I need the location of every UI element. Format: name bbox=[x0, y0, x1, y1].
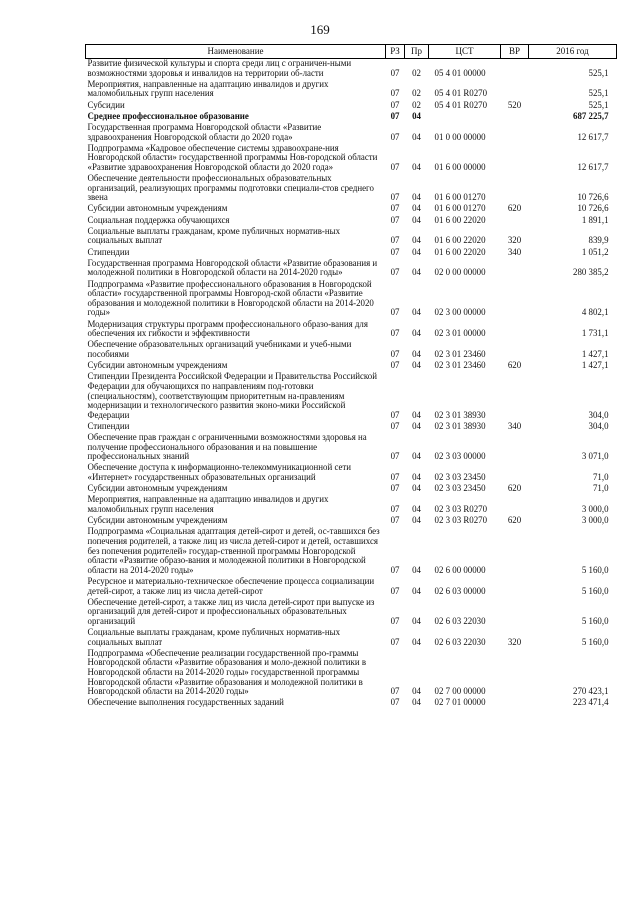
row-rz: 07 bbox=[390, 697, 400, 708]
row-amount: 1 427,1 bbox=[581, 360, 609, 371]
row-amount: 1 427,1 bbox=[581, 348, 609, 359]
row-amount: 3 071,0 bbox=[581, 451, 609, 462]
row-rz: 07 bbox=[390, 214, 400, 225]
row-pr: 04 bbox=[412, 504, 421, 514]
row-cst: 02 3 03 00000 bbox=[434, 451, 486, 462]
row-pr: 04 bbox=[412, 246, 421, 257]
row-name: Субсидии bbox=[87, 99, 125, 110]
table-row bbox=[86, 628, 617, 649]
row-rz: 07 bbox=[390, 585, 400, 596]
row-name: Ресурсное и материально-техническое обеспечение процесса социализации детей-сирот, а также лиц из числа детей-сирот bbox=[87, 575, 375, 596]
row-cst: 01 6 00 00000 bbox=[434, 161, 486, 172]
header-cst: ЦСТ bbox=[429, 45, 501, 59]
row-amount: 10 726,6 bbox=[577, 203, 609, 214]
row-amount: 3 000,0 bbox=[581, 504, 609, 514]
row-amount: 223 471,4 bbox=[573, 697, 609, 708]
row-amount: 687 225,7 bbox=[573, 110, 609, 121]
row-pr: 02 bbox=[412, 99, 421, 110]
row-pr: 04 bbox=[412, 585, 421, 596]
row-vr: 520 bbox=[507, 99, 522, 110]
row-name: Субсидии автономным учреждениям bbox=[87, 483, 228, 494]
row-cst: 01 0 00 00000 bbox=[434, 131, 486, 142]
row-cst: 02 6 00 00000 bbox=[434, 564, 486, 575]
row-name: Социальные выплаты гражданам, кроме публичных норматив-ных социальных выплат bbox=[87, 225, 341, 246]
table-row bbox=[86, 259, 617, 280]
row-pr: 04 bbox=[412, 615, 421, 626]
table-row bbox=[86, 649, 617, 699]
row-name: Обеспечение выполнения государственных заданий bbox=[87, 697, 284, 708]
row-name: Стипендии bbox=[87, 420, 130, 431]
table-row bbox=[86, 577, 617, 598]
row-cst: 01 6 00 01270 bbox=[434, 192, 486, 203]
row-cst: 02 7 01 00000 bbox=[434, 697, 486, 708]
row-pr: 04 bbox=[412, 360, 421, 371]
row-name: Подпрограмма «Социальная адаптация детей-сирот и детей, ос-тавшихся без попечения родителей, а также лиц из числа детей-сирот и детей, оставшихся без попечения родителей» государ-ственной программы Новгородской области «Развитие образо-вания и молодежной политики в Новгородской области на 2014-2020 годы» bbox=[87, 526, 380, 575]
row-rz: 07 bbox=[390, 420, 400, 431]
row-vr bbox=[501, 174, 529, 204]
row-amount: 5 160,0 bbox=[581, 585, 609, 596]
row-cst: 02 3 03 23450 bbox=[434, 472, 486, 483]
row-amount: 71,0 bbox=[592, 483, 609, 494]
row-name: Подпрограмма «Обеспечение реализации государственной про-граммы Новгородской области «Развитие образования и моло-дежной политики в Новгородской области на 2014-2020 годы» государственной программы Новгородской области «Развитие образования и молодежной политики в Новгородской области на 2014-2020 годы» bbox=[87, 647, 367, 697]
row-amount: 304,0 bbox=[588, 409, 609, 420]
table-row bbox=[86, 204, 617, 215]
row-cst: 02 3 03 23450 bbox=[434, 483, 486, 494]
row-cst: 02 3 00 00000 bbox=[434, 307, 486, 318]
row-rz: 07 bbox=[390, 409, 400, 420]
row-rz: 07 bbox=[390, 235, 400, 246]
row-name: Мероприятия, направленные на адаптацию инвалидов и других маломобильных групп населения bbox=[87, 78, 329, 99]
row-amount: 5 160,0 bbox=[581, 636, 609, 647]
row-vr bbox=[501, 649, 529, 699]
row-pr: 04 bbox=[412, 515, 421, 526]
row-vr bbox=[501, 495, 529, 516]
row-rz: 07 bbox=[390, 307, 400, 318]
header-rz: РЗ bbox=[386, 45, 405, 59]
table-row bbox=[86, 340, 617, 361]
row-name: Социальная поддержка обучающихся bbox=[87, 214, 230, 225]
row-cst: 02 3 01 23460 bbox=[434, 360, 486, 371]
row-amount: 5 160,0 bbox=[581, 564, 609, 575]
row-vr: 340 bbox=[507, 420, 522, 431]
row-pr: 04 bbox=[412, 636, 421, 647]
row-amount: 280 385,2 bbox=[573, 267, 609, 278]
row-rz: 07 bbox=[390, 110, 400, 121]
row-amount: 12 617,7 bbox=[577, 131, 609, 142]
row-amount: 71,0 bbox=[592, 472, 609, 483]
row-amount: 525,1 bbox=[588, 88, 609, 99]
row-rz: 07 bbox=[390, 161, 400, 172]
row-rz: 07 bbox=[390, 348, 400, 359]
row-name: Социальные выплаты гражданам, кроме публичных норматив-ных социальных выплат bbox=[87, 627, 341, 647]
row-rz: 07 bbox=[390, 483, 400, 494]
table-row bbox=[86, 59, 617, 80]
row-pr: 02 bbox=[412, 67, 421, 78]
row-cst: 05 4 01 R0270 bbox=[434, 88, 488, 99]
row-cst: 02 3 03 R0270 bbox=[434, 515, 488, 526]
row-cst: 01 6 00 22020 bbox=[434, 246, 486, 257]
budget-table bbox=[85, 44, 617, 710]
row-amount: 1 891,1 bbox=[581, 214, 609, 225]
table-row bbox=[86, 144, 617, 174]
table-row bbox=[86, 280, 617, 320]
row-rz: 07 bbox=[390, 564, 400, 575]
row-amount: 525,1 bbox=[588, 99, 609, 110]
table-row bbox=[86, 495, 617, 516]
table-row bbox=[86, 527, 617, 577]
row-vr bbox=[501, 80, 529, 101]
row-amount: 10 726,6 bbox=[577, 192, 609, 203]
row-cst: 02 3 01 00000 bbox=[434, 328, 486, 339]
row-pr: 04 bbox=[412, 472, 421, 483]
row-amount: 304,0 bbox=[588, 420, 609, 431]
row-rz: 07 bbox=[390, 67, 400, 78]
page-number: 169 bbox=[310, 22, 330, 37]
row-name: Обеспечение образовательных организаций учебниками и учеб-ными пособиями bbox=[87, 339, 352, 359]
row-name: Развитие физической культуры и спорта среди лиц с ограничен-ными возможностями здоровья и инвалидов на территории об-ласти bbox=[87, 58, 352, 78]
row-vr bbox=[501, 59, 529, 80]
row-pr: 04 bbox=[412, 192, 421, 203]
row-amount: 5 160,0 bbox=[581, 615, 609, 626]
row-cst: 05 4 01 00000 bbox=[434, 67, 486, 78]
table-row bbox=[86, 698, 617, 709]
row-name: Стипендии Президента Российской Федерации и Правительства Российской Федерации для обучающихся по направлениям под-готовки (специальностям), соответствующим приоритетным на-правлениям модернизации и технологического развития эконо-мики Российской Федерации bbox=[87, 371, 377, 420]
row-vr bbox=[501, 280, 529, 320]
row-pr: 04 bbox=[412, 131, 421, 142]
row-pr: 04 bbox=[412, 686, 421, 697]
row-rz: 07 bbox=[390, 99, 400, 110]
row-pr: 04 bbox=[412, 328, 421, 339]
row-name: Субсидии автономным учреждениям bbox=[87, 203, 228, 214]
row-vr bbox=[501, 112, 529, 123]
row-amount: 3 000,0 bbox=[581, 515, 609, 526]
row-vr: 340 bbox=[507, 246, 522, 257]
row-name: Субсидии автономным учреждениям bbox=[87, 515, 228, 526]
row-vr bbox=[501, 463, 529, 484]
row-cst: 02 6 03 22030 bbox=[434, 615, 486, 626]
row-vr: 320 bbox=[507, 235, 522, 246]
header-pr: Пр bbox=[405, 45, 429, 59]
row-vr bbox=[501, 123, 529, 144]
row-amount: 839,9 bbox=[588, 235, 609, 246]
row-rz: 07 bbox=[390, 328, 400, 339]
row-cst: 02 6 03 00000 bbox=[434, 585, 486, 596]
row-name: Обеспечение детей-сирот, а также лиц из числа детей-сирот при выпуске из организаций для детей-сирот и профессиональных образовательных организаций bbox=[87, 596, 375, 626]
row-name: Обеспечение деятельности профессиональных образовательных организаций, реализующих программы подготовки специали-стов среднего звена bbox=[87, 173, 374, 203]
row-pr: 04 bbox=[412, 203, 421, 214]
row-vr: 320 bbox=[507, 636, 522, 647]
row-rz: 07 bbox=[390, 88, 400, 99]
row-rz: 07 bbox=[390, 504, 400, 514]
row-name: Подпрограмма «Развитие профессионального образования в Новгородской области» государственной программы Новгород-ской области «Развитие образования и молодежной политики в Новгородской области на 2014-2020 годы» bbox=[87, 278, 374, 318]
row-vr bbox=[501, 144, 529, 174]
row-vr bbox=[501, 372, 529, 422]
row-name: Среднее профессиональное образование bbox=[87, 110, 249, 121]
row-rz: 07 bbox=[390, 360, 400, 371]
row-amount: 4 802,1 bbox=[581, 307, 609, 318]
table-row bbox=[86, 372, 617, 422]
table-row bbox=[86, 227, 617, 248]
table-row bbox=[86, 320, 617, 341]
row-cst: 01 6 00 22020 bbox=[434, 235, 486, 246]
row-name: Государственная программа Новгородской области «Развитие образования и молодежной политики в Новгородской области на 2014-2020 годы» bbox=[87, 257, 378, 278]
row-rz: 07 bbox=[390, 636, 400, 647]
row-vr bbox=[501, 698, 529, 709]
row-rz: 07 bbox=[390, 451, 400, 462]
row-rz: 07 bbox=[390, 203, 400, 214]
row-pr: 04 bbox=[412, 110, 421, 121]
row-amount: 270 423,1 bbox=[573, 686, 609, 697]
header-vr: ВР bbox=[501, 45, 529, 59]
row-vr: 620 bbox=[507, 203, 522, 214]
row-cst: 02 6 03 22030 bbox=[434, 636, 486, 647]
row-vr bbox=[501, 598, 529, 628]
row-name: Обеспечение прав граждан с ограниченными возможностями здоровья на получение профессионального образования и на повышение профессиональных знаний bbox=[87, 432, 367, 462]
row-vr: 620 bbox=[507, 360, 522, 371]
row-pr: 04 bbox=[412, 483, 421, 494]
row-cst: 01 6 00 22020 bbox=[434, 214, 486, 225]
table-row bbox=[86, 463, 617, 484]
row-pr: 04 bbox=[412, 451, 421, 462]
row-vr bbox=[501, 216, 529, 227]
table-row bbox=[86, 433, 617, 463]
row-rz: 07 bbox=[390, 686, 400, 697]
row-rz: 07 bbox=[390, 192, 400, 203]
row-cst: 02 3 01 38930 bbox=[434, 420, 486, 431]
row-vr bbox=[501, 259, 529, 280]
row-cst: 02 0 00 00000 bbox=[434, 267, 486, 278]
row-vr bbox=[501, 320, 529, 341]
row-cst: 02 3 03 R0270 bbox=[434, 504, 488, 514]
table-row bbox=[86, 123, 617, 144]
row-pr: 04 bbox=[412, 267, 421, 278]
row-cst: 02 7 00 00000 bbox=[434, 686, 486, 697]
row-amount: 1 051,2 bbox=[581, 246, 609, 257]
row-vr bbox=[501, 527, 529, 577]
row-vr bbox=[501, 433, 529, 463]
row-cst: 01 6 00 01270 bbox=[434, 203, 486, 214]
row-pr: 02 bbox=[412, 88, 421, 99]
row-rz: 07 bbox=[390, 615, 400, 626]
row-rz: 07 bbox=[390, 246, 400, 257]
row-name: Модернизация структуры программ профессионального образо-вания для обеспечения их гибкости и эффективности bbox=[87, 318, 368, 339]
row-name: Мероприятия, направленные на адаптацию инвалидов и других маломобильных групп населения bbox=[87, 494, 329, 514]
row-rz: 07 bbox=[390, 472, 400, 483]
row-name: Подпрограмма «Кадровое обеспечение системы здравоохране-ния Новгородской области» государственной программы Нов-городской области «Развитие здравоохранения Новгородской области до 2020 года» bbox=[87, 142, 378, 172]
row-cst bbox=[429, 112, 501, 123]
row-pr: 04 bbox=[412, 235, 421, 246]
row-pr: 04 bbox=[412, 420, 421, 431]
row-cst: 05 4 01 R0270 bbox=[434, 99, 488, 110]
row-pr: 04 bbox=[412, 161, 421, 172]
row-pr: 04 bbox=[412, 214, 421, 225]
row-rz: 07 bbox=[390, 131, 400, 142]
row-amount: 525,1 bbox=[588, 67, 609, 78]
table-row bbox=[86, 80, 617, 101]
row-vr bbox=[501, 340, 529, 361]
header-year: 2016 год bbox=[529, 45, 617, 59]
table-header bbox=[86, 45, 617, 59]
table-row bbox=[86, 174, 617, 204]
row-pr: 04 bbox=[412, 409, 421, 420]
header-name: Наименование bbox=[86, 45, 386, 59]
row-name: Субсидии автономным учреждениям bbox=[87, 360, 228, 371]
table-body bbox=[86, 59, 617, 710]
row-vr: 620 bbox=[507, 483, 522, 494]
row-pr: 04 bbox=[412, 348, 421, 359]
row-vr bbox=[501, 577, 529, 598]
row-pr: 04 bbox=[412, 307, 421, 318]
row-name: Обеспечение доступа к информационно-телекоммуникационной сети «Интернет» государственных образовательных организаций bbox=[87, 462, 352, 483]
row-amount: 12 617,7 bbox=[577, 161, 609, 172]
row-name: Стипендии bbox=[87, 246, 130, 257]
row-name: Государственная программа Новгородской области «Развитие здравоохранения Новгородской области до 2020 года» bbox=[87, 121, 322, 142]
row-vr: 620 bbox=[507, 515, 522, 526]
row-cst: 02 3 01 23460 bbox=[434, 348, 486, 359]
row-pr: 04 bbox=[412, 697, 421, 708]
table-row bbox=[86, 598, 617, 628]
row-pr: 04 bbox=[412, 564, 421, 575]
row-rz: 07 bbox=[390, 515, 400, 526]
row-rz: 07 bbox=[390, 267, 400, 278]
row-amount: 1 731,1 bbox=[581, 328, 609, 339]
row-cst: 02 3 01 38930 bbox=[434, 409, 486, 420]
